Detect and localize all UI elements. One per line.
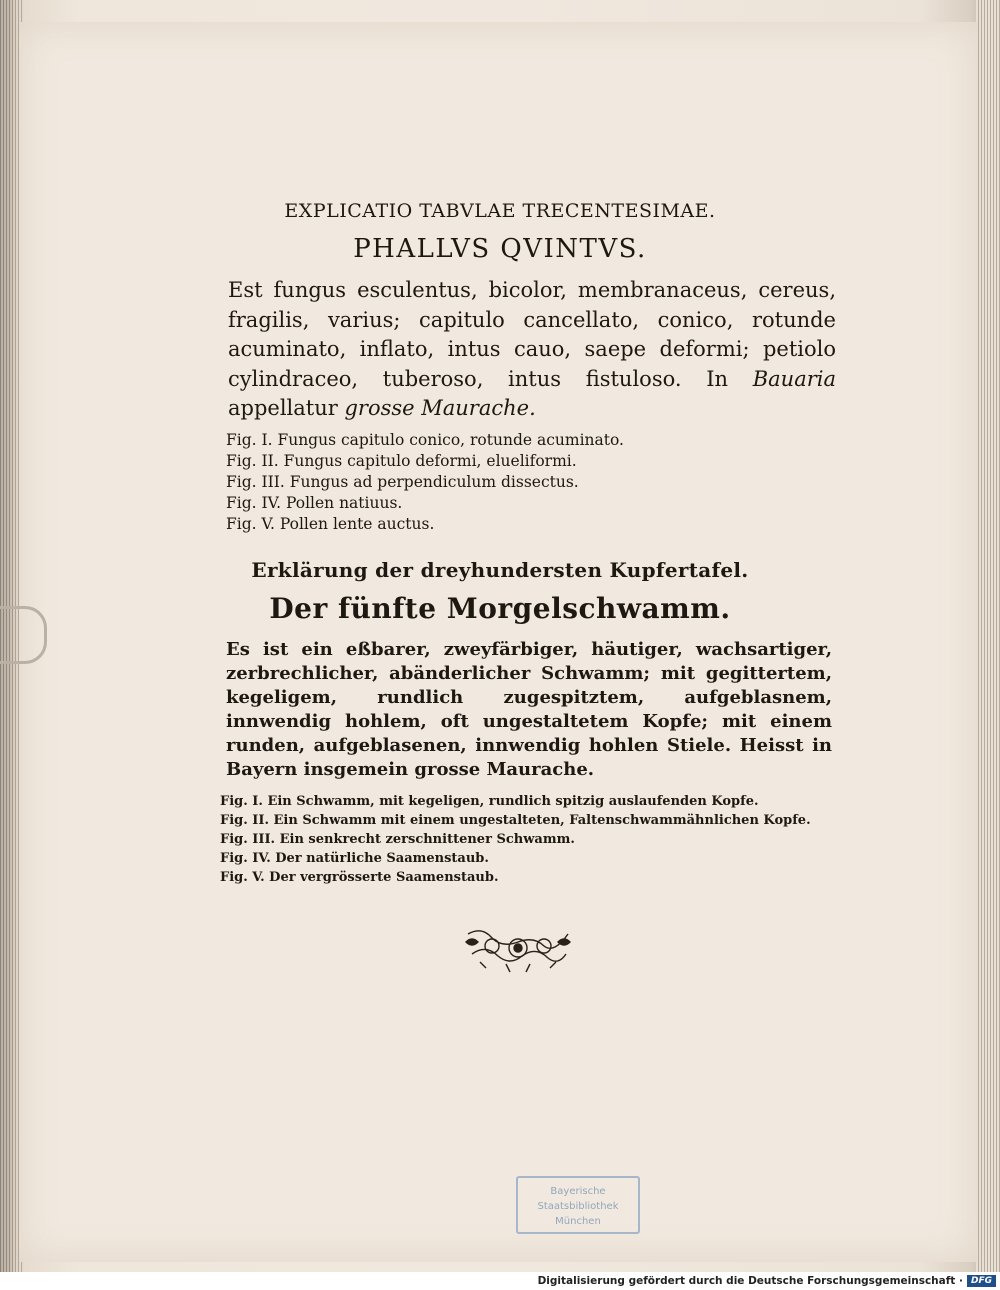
german-heading: Erklärung der dreyhundersten Kupfertafel. (251, 558, 749, 582)
german-figure-item: Fig. II. Ein Schwamm mit einem ungestalteten, Faltenschwammähnlichen Kopfe. (220, 813, 811, 828)
dfg-logo: DFG (967, 1275, 996, 1287)
latin-figure-item: Fig. I. Fungus capitulo conico, rotunde acuminato. (226, 431, 624, 449)
german-title: Der fünfte Morgelschwamm. (269, 592, 731, 625)
german-description: Es ist ein eßbarer, zweyfärbiger, häutiger, wachsartiger, zerbrechlicher, abänderlicher Schwamm; mit gegittertem, kegeligem, rundlich zugespitztem, aufgeblasnem, innwendig hohlem, oft ungestaltetem Kopfe; mit einem runden, aufgeblasenen, innwendig hohlen Stiele. Heisst in Bayern insgemein grosse Maurache. (226, 639, 832, 780)
latin-place-name: Bauaria (752, 366, 836, 391)
german-figure-item: Fig. V. Der vergrösserte Saamenstaub. (220, 870, 499, 885)
floral-ornament-icon (462, 924, 574, 974)
german-figure-item: Fig. IV. Der natürliche Saamenstaub. (220, 851, 489, 866)
latin-figure-item: Fig. II. Fungus capitulo deformi, elueliformi. (226, 452, 577, 470)
german-figure-item: Fig. I. Ein Schwamm, mit kegeligen, rundlich spitzig auslaufenden Kopfe. (220, 794, 759, 809)
german-figure-item: Fig. III. Ein senkrecht zerschnittener Schwamm. (220, 832, 575, 847)
latin-common-name: grosse Maurache. (344, 396, 536, 420)
german-figure-list (220, 792, 840, 887)
latin-description (228, 276, 836, 424)
footer-text: Digitalisierung gefördert durch die Deutsche Forschungsgemeinschaft · (537, 1275, 963, 1287)
latin-description-main: Est fungus esculentus, bicolor, membranaceus, cereus, fragilis, varius; capitulo cancellato, conico, rotunde acuminato, inflato, intus cauo, saepe deformi; petiolo cylindraceo, tuberoso, intus fistuloso. In (228, 278, 836, 391)
stamp-line: Bayerische (550, 1186, 606, 1197)
latin-figure-list (226, 430, 826, 535)
latin-title: PHALLVS QVINTVS. (353, 234, 647, 264)
latin-heading: EXPLICATIO TABVLAE TRECENTESIMAE. (284, 200, 716, 222)
latin-figure-item: Fig. V. Pollen lente auctus. (226, 515, 435, 533)
latin-figure-item: Fig. III. Fungus ad perpendiculum dissectus. (226, 473, 579, 491)
stamp-line: Staatsbibliothek (537, 1201, 619, 1212)
latin-description-mid: appellatur (228, 396, 345, 420)
right-page-edges (976, 0, 1000, 1272)
digitization-footer (0, 1272, 1000, 1290)
stamp-line: München (555, 1216, 601, 1227)
latin-figure-item: Fig. IV. Pollen natiuus. (226, 494, 403, 512)
library-stamp (516, 1176, 640, 1234)
